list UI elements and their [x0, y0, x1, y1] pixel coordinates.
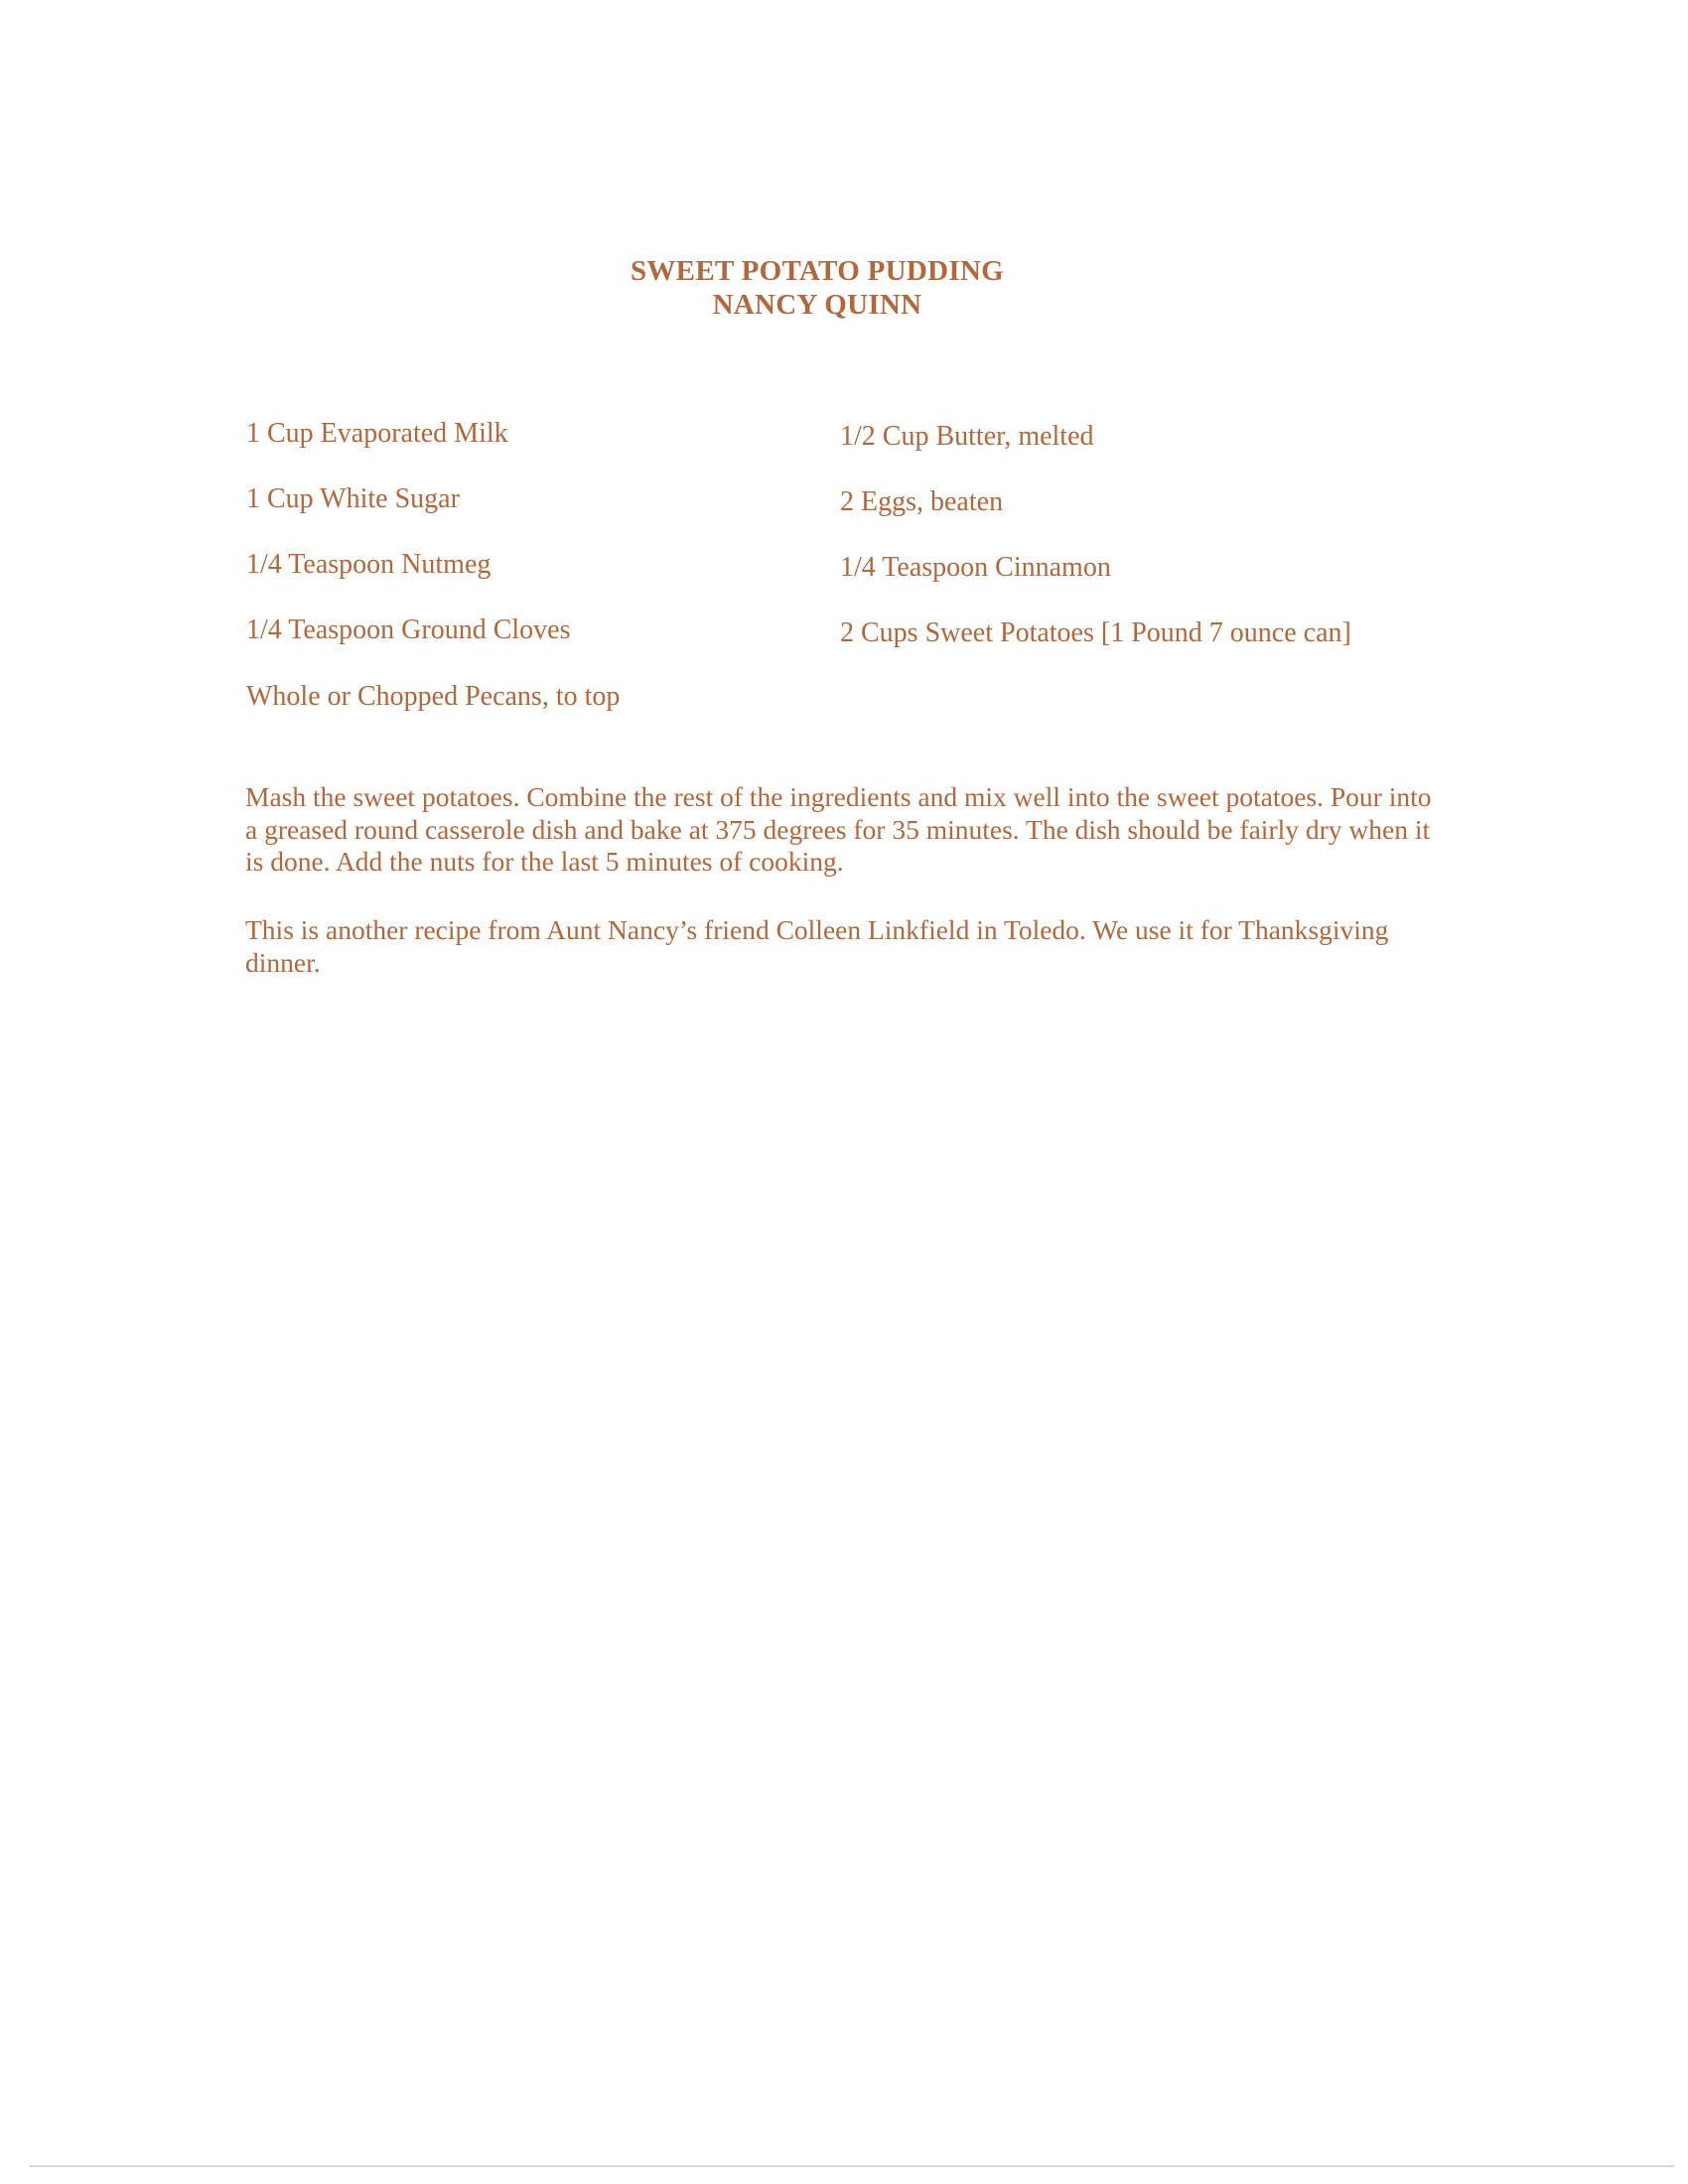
ingredient-item: 1/4 Teaspoon Ground Cloves [246, 614, 571, 645]
recipe-title: SWEET POTATO PUDDING [630, 255, 1005, 287]
recipe-header [0, 254, 1634, 322]
ingredient-item: 1/2 Cup Butter, melted [840, 421, 1094, 452]
recipe-author: NANCY QUINN [712, 289, 922, 321]
scan-edge-line [30, 2165, 1674, 2167]
ingredient-item: 2 Cups Sweet Potatoes [1 Pound 7 ounce can] [840, 617, 1351, 648]
ingredient-item: 1/4 Teaspoon Nutmeg [246, 549, 492, 580]
ingredient-item: 2 Eggs, beaten [840, 486, 1004, 517]
ingredient-item: 1/4 Teaspoon Cinnamon [840, 552, 1111, 583]
recipe-note: This is another recipe from Aunt Nancy’s friend Colleen Linkfield in Toledo. We use it for Thanksgiving dinner. [245, 914, 1389, 978]
ingredient-item: 1 Cup White Sugar [246, 483, 460, 514]
recipe-instructions: Mash the sweet potatoes. Combine the rest of the ingredients and mix well into the sweet potatoes. Pour into a greased round casserole dish and bake at 375 degrees for 35 minutes. The dish should be fairly dry when it is done. Add the nuts for the last 5 minutes of cooking. [245, 781, 1432, 877]
ingredient-item: Whole or Chopped Pecans, to top [246, 681, 621, 712]
ingredient-item: 1 Cup Evaporated Milk [246, 418, 508, 449]
